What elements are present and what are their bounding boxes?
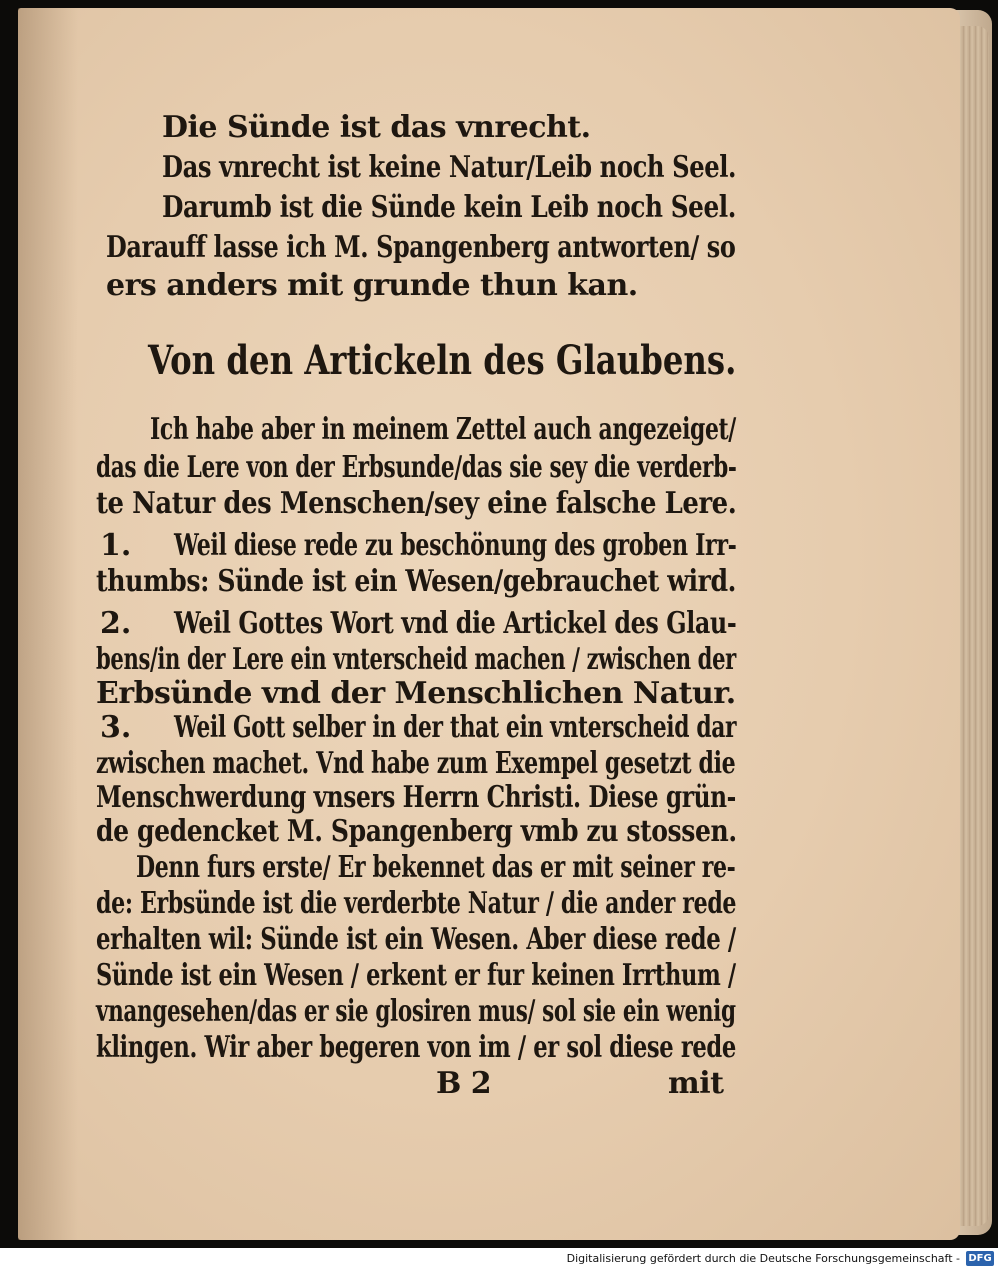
closing-line: vnangesehen/das er sie glosiren mus/ sol sie ein wenig [96,994,736,1029]
point-number: 2. [100,606,132,641]
closing-line: klingen. Wir aber begeren von im / er sol diese rede [96,1030,736,1065]
catchword: mit [668,1066,724,1101]
point-line: bens/in der Lere ein vnterscheid machen / zwischen der [96,642,736,677]
point-number: 3. [100,710,132,745]
point-line: Weil Gottes Wort vnd die Artickel des Glau- [174,606,737,641]
paragraph-line: te Natur des Menschen/sey eine falsche Lere. [96,486,737,521]
point-line: Weil diese rede zu beschönung des groben Irr- [174,528,737,563]
footer-bar [0,1248,1000,1271]
text-line: ers anders mit grunde thun kan. [106,268,638,303]
closing-line: Denn furs erste/ Er bekennet das er mit seiner re- [136,850,736,885]
section-heading: Von den Artickeln des Glaubens. [148,337,737,384]
point-line: thumbs: Sünde ist ein Wesen/gebrauchet wird. [96,564,737,599]
dfg-logo: DFG [966,1251,994,1266]
point-number: 1. [100,528,132,563]
text-line: Das vnrecht ist keine Natur/Leib noch Seel. [162,150,737,185]
point-line: Weil Gott selber in der that ein vnterscheid dar [174,710,737,745]
closing-line: de: Erbsünde ist die verderbte Natur / die ander rede [96,886,737,921]
gutter-shadow [18,8,78,1240]
text-line: Darumb ist die Sünde kein Leib noch Seel. [162,190,736,225]
point-line: de gedencket M. Spangenberg vmb zu stossen. [96,814,737,849]
point-line: Erbsünde vnd der Menschlichen Natur. [96,676,736,711]
funding-credit: Digitalisierung gefördert durch die Deutsche Forschungsgemeinschaft - [566,1252,960,1265]
closing-line: Sünde ist ein Wesen / erkent er fur keinen Irrthum / [96,958,736,993]
signature-mark: B 2 [436,1066,492,1101]
text-line: Darauff lasse ich M. Spangenberg antworten/ so [106,230,736,265]
point-line: Menschwerdung vnsers Herrn Christi. Diese grün- [96,780,736,815]
text-line: Die Sünde ist das vnrecht. [162,110,591,145]
closing-line: erhalten wil: Sünde ist ein Wesen. Aber diese rede / [96,922,736,957]
paragraph-line: Ich habe aber in meinem Zettel auch angezeiget/ [150,412,736,447]
point-line: zwischen machet. Vnd habe zum Exempel gesetzt die [96,746,736,781]
paragraph-line: das die Lere von der Erbsunde/das sie sey die verderb- [96,450,737,485]
